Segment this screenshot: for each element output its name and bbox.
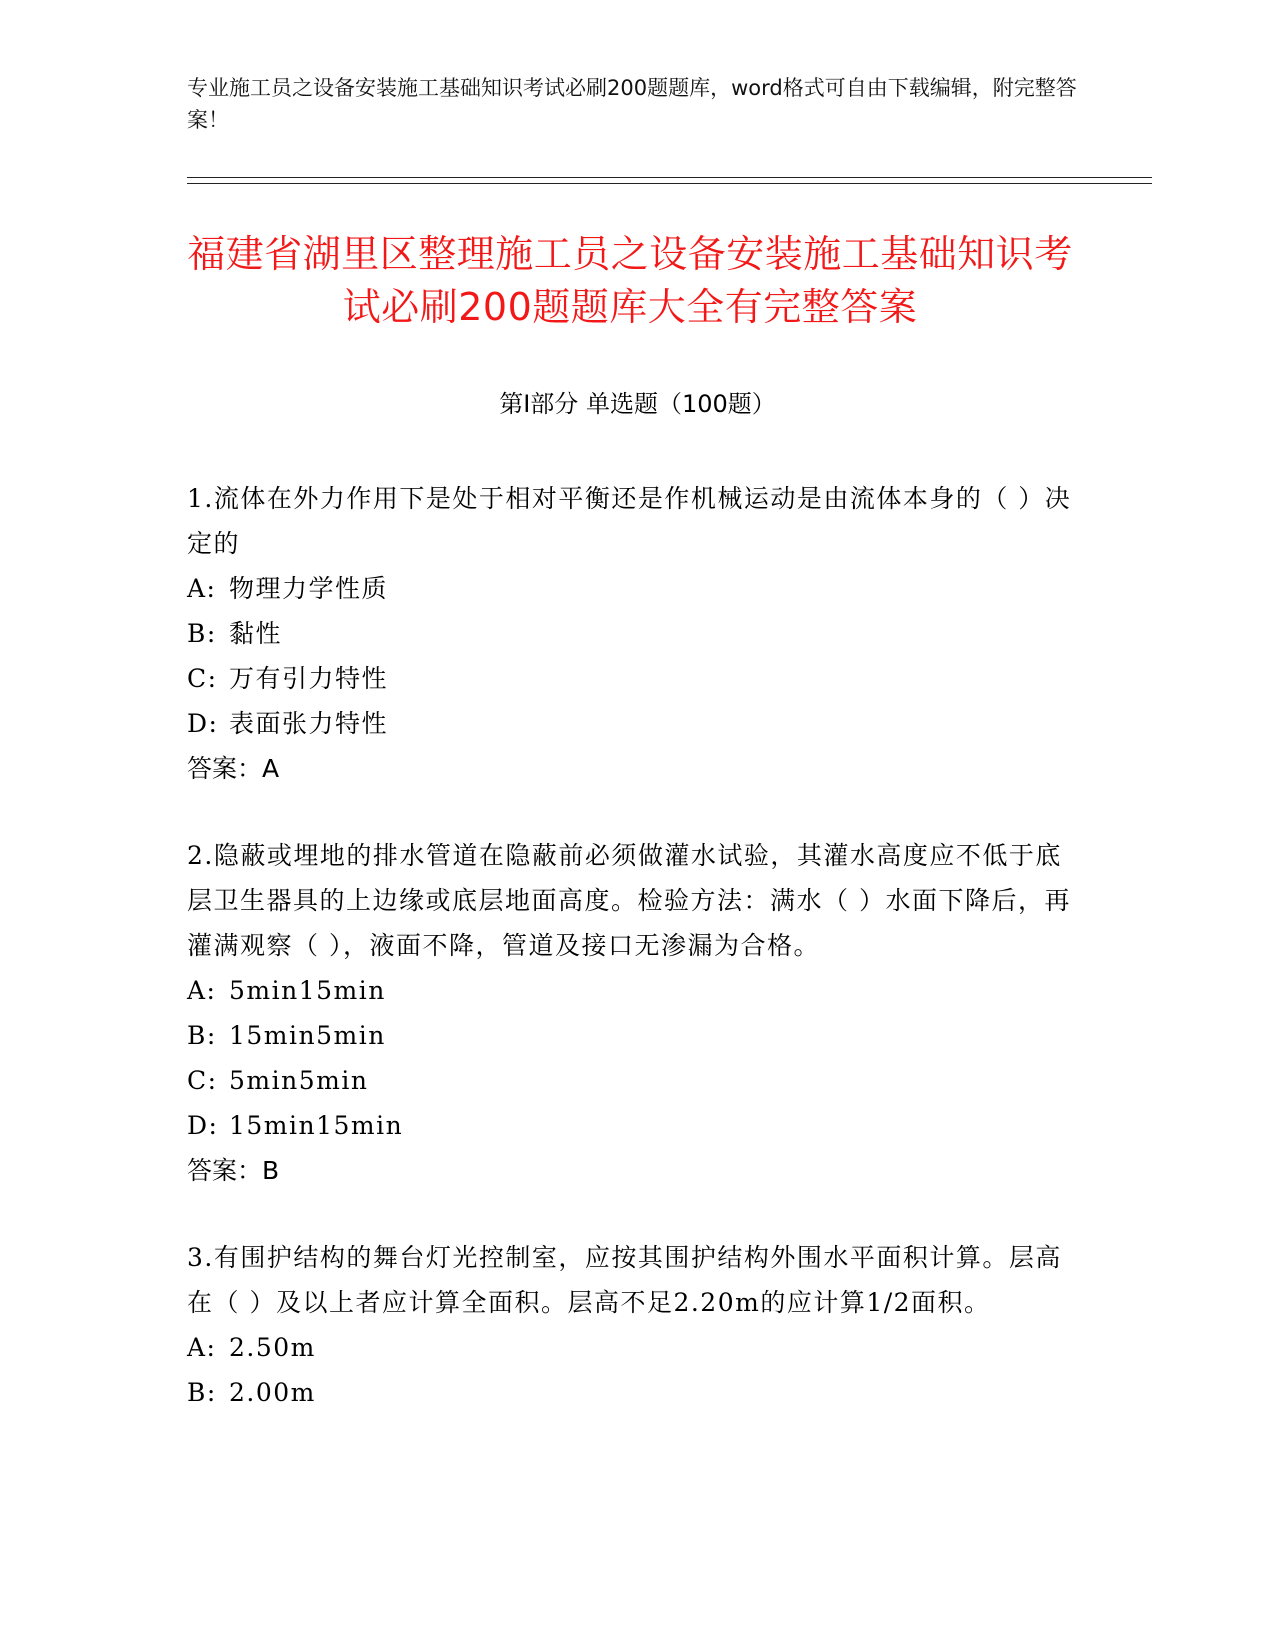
option-text: 2.00m bbox=[229, 1378, 316, 1407]
option-key: C: bbox=[187, 664, 218, 693]
option-text: 黏性 bbox=[229, 619, 283, 648]
answer-label: 答案： bbox=[187, 754, 263, 783]
option-text: 2.50m bbox=[229, 1333, 316, 1362]
section-title: 第Ⅰ部分 单选题（100题） bbox=[499, 390, 776, 418]
option-b bbox=[187, 611, 1087, 656]
option-key: A: bbox=[187, 574, 217, 603]
option-b bbox=[187, 1013, 1087, 1058]
option-text: 5min5min bbox=[229, 1066, 369, 1095]
document-title: 福建省湖里区整理施工员之设备安装施工基础知识考试必刷200题题库大全有完整答案 bbox=[187, 232, 1073, 329]
option-text: 物理力学性质 bbox=[229, 574, 389, 603]
answer bbox=[187, 746, 1087, 791]
answer bbox=[187, 1148, 1087, 1193]
question-stem: 3.有围护结构的舞台灯光控制室，应按其围护结构外围水平面积计算。层高在（ ）及以上者应计算全面积。层高不足2.20m的应计算1/2面积。 bbox=[187, 1243, 1062, 1317]
question-list bbox=[187, 476, 1087, 1457]
option-key: D: bbox=[187, 709, 219, 738]
option-a bbox=[187, 968, 1087, 1013]
question-stem: 1.流体在外力作用下是处于相对平衡还是作机械运动是由流体本身的（ ）决定的 bbox=[187, 484, 1072, 558]
option-d bbox=[187, 701, 1087, 746]
question-stem: 2.隐蔽或埋地的排水管道在隐蔽前必须做灌水试验，其灌水高度应不低于底层卫生器具的上边缘或底层地面高度。检验方法：满水（ ）水面下降后，再灌满观察（ ），液面不降，管道及接口无渗漏为合格。 bbox=[187, 841, 1071, 960]
question-3 bbox=[187, 1235, 1087, 1415]
option-text: 万有引力特性 bbox=[229, 664, 389, 693]
option-key: B: bbox=[187, 1378, 217, 1407]
option-text: 表面张力特性 bbox=[229, 709, 389, 738]
header-rule-top bbox=[187, 177, 1152, 178]
answer-value: A bbox=[262, 754, 280, 783]
header-note: 专业施工员之设备安装施工基础知识考试必刷200题题库，word格式可自由下载编辑，附完整答案！ bbox=[187, 76, 1077, 132]
option-key: A: bbox=[187, 976, 217, 1005]
option-key: D: bbox=[187, 1111, 219, 1140]
option-text: 15min15min bbox=[229, 1111, 404, 1140]
option-d bbox=[187, 1103, 1087, 1148]
option-key: A: bbox=[187, 1333, 217, 1362]
option-a bbox=[187, 566, 1087, 611]
option-a bbox=[187, 1325, 1087, 1370]
option-key: C: bbox=[187, 1066, 218, 1095]
option-key: B: bbox=[187, 619, 217, 648]
option-text: 5min15min bbox=[229, 976, 386, 1005]
header-rule-bottom bbox=[187, 183, 1152, 184]
option-c bbox=[187, 1058, 1087, 1103]
question-2 bbox=[187, 833, 1087, 1193]
option-text: 15min5min bbox=[229, 1021, 386, 1050]
answer-label: 答案： bbox=[187, 1156, 263, 1185]
option-c bbox=[187, 656, 1087, 701]
answer-value: B bbox=[262, 1156, 280, 1185]
option-key: B: bbox=[187, 1021, 217, 1050]
option-b bbox=[187, 1370, 1087, 1415]
question-1 bbox=[187, 476, 1087, 791]
